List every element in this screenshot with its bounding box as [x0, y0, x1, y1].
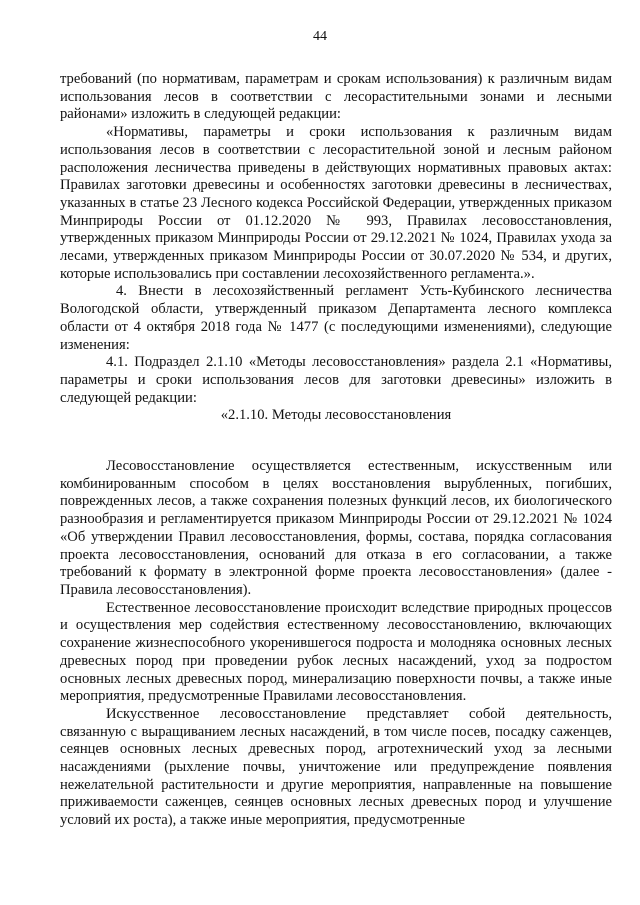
- paragraph-item-4: 4. Внести в лесохозяйственный регламент Усть-Кубинского лесничества Вологодской области, утвержденный приказом Департамента лесного комплекса области от 4 октября 2018 года № 1477 (с последующими изменениями), следующие изменения:: [60, 283, 612, 353]
- paragraph-item-4-1: 4.1. Подраздел 2.1.10 «Методы лесовосстановления» раздела 2.1 «Нормативы, параметры и сроки использования лесов для заготовки древесины» изложить в следующей редакции:: [60, 354, 612, 406]
- blank-line: [60, 425, 612, 458]
- paragraph-artificial-reforestation: Искусственное лесовосстановление представляет собой деятельность, связанную с выращиванием лесных насаждений, в том числе посев, посадку саженцев, сеянцев основных лесных древесных пород, агротехнический уход за лесными насаждениями (рыхление почвы, уничтожение или предупреждение появления нежелательной растительности и другие мероприятия, направленные на повышение приживаемости саженцев, сеянцев основных лесных древесных пород и улучшение условий их роста), а также иные мероприятия, предусмотренные: [60, 705, 612, 829]
- paragraph-requirements-end: требований (по нормативам, параметрам и срокам использования) к различным видам использования лесов в соответствии с лесорастительными зонами и лесными районами» изложить в следующей редакции:: [60, 71, 612, 123]
- page-number: 44: [313, 29, 327, 44]
- paragraph-norms-quote: «Нормативы, параметры и сроки использования к различным видам использования лесов в соответствии с лесорастительной зоной и лесным районом расположения лесничества приведены в действующих нормативных правовых актах: Правилах заготовки древесины и особенностях заготовки древесины в лесничествах, указанных в статье 23 Лесного кодекса Российской Федерации, утвержденных приказом Минприроды России от 01.12.2020 № 993, Правилах лесовосстановления, утвержденных приказом Минприроды России от 29.12.2021 № 1024, Правилах ухода за лесами, утвержденных приказом Минприроды России от 30.07.2020 № 534, и других, которые использовались при составлении лесохозяйственного регламента.».: [60, 124, 612, 282]
- paragraph-natural-reforestation: Естественное лесовосстановление происходит вследствие природных процессов и осуществления мер содействия естественному лесовосстановлению, включающих сохранение жизнеспособного укоренившегося подроста и молодняка основных лесных древесных пород при проведении рубок лесных насаждений, уход за подростом основных лесных древесных пород, минерализацию поверхности почвы, а также иные мероприятия, предусмотренные Правилами лесовосстановления.: [60, 599, 612, 705]
- paragraph-reforestation: Лесовосстановление осуществляется естественным, искусственным или комбинированным способом в целях восстановления вырубленных, погибших, поврежденных лесов, а также сохранения полезных функций лесов, их биологического разнообразия и регламентируется приказом Минприроды России от 29.12.2021 № 1024 «Об утверждении Правил лесовосстановления, формы, состава, порядка согласования проекта лесовосстановления, оснований для отказа в его согласовании, а также требований к формату в электронной форме проекта лесовосстановления» (далее - Правила лесовосстановления).: [60, 458, 612, 598]
- document-body: [60, 71, 612, 830]
- section-heading: «2.1.10. Методы лесовосстановления: [220, 407, 452, 424]
